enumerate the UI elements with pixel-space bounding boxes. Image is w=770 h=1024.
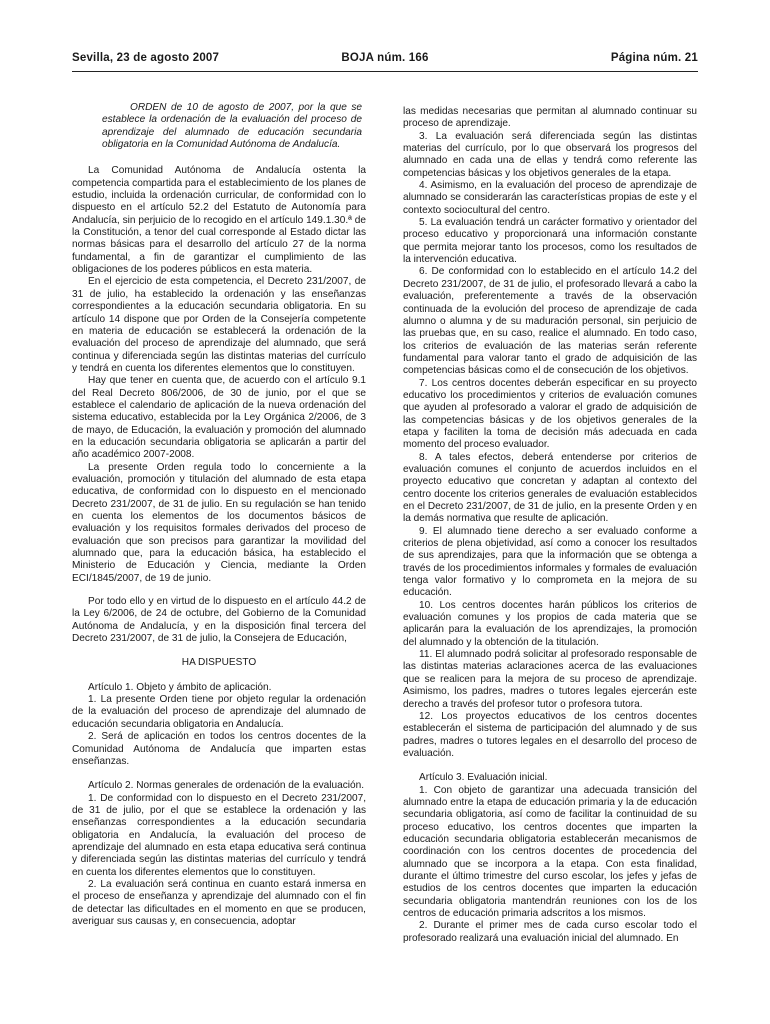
order-title: ORDEN de 10 de agosto de 2007, por la que se establece la ordenación de la evaluación del proceso de aprendizaje del alumnado de educación secundaria obligatoria en la Comunidad Autónoma de Andalucía.	[102, 102, 362, 151]
right-column	[403, 106, 697, 945]
paragraph: 2. Durante el primer mes de cada curso escolar todo el profesorado realizará una evaluación inicial del alumnado. En	[403, 920, 697, 944]
header-page-number: Página núm. 21	[610, 52, 698, 64]
header-rule	[72, 71, 698, 72]
page-header	[72, 52, 698, 68]
header-date: Sevilla, 23 de agosto 2007	[72, 52, 220, 64]
paragraph: 9. El alumnado tiene derecho a ser evaluado conforme a criterios de plena objetividad, así como a conocer los resultados de sus aprendizajes, para que la información que se obtenga a través de los procedimientos informales y formales de evaluación tenga valor formativo y lo comprometa en la mejora de su educación.	[403, 525, 697, 599]
left-column	[72, 102, 366, 928]
paragraph: La Comunidad Autónoma de Andalucía ostenta la competencia compartida para el establecimiento de los planes de estudio, incluida la ordenación curricular, de conformidad con lo dispuesto en el artículo 52.2 del Estatuto de Autonomía para Andalucía, sin perjuicio de lo recogido en el artículo 149.1.30.ª de la Constitución, a tenor del cual corresponde al Estado dictar las normas básicas para el desarrollo del artículo 27 de la norma fundamental, a fin de garantizar el cumplimiento de las obligaciones de los poderes públicos en esta materia.	[72, 165, 366, 276]
paragraph: La presente Orden regula todo lo concerniente a la evaluación, promoción y titulación del alumnado de esta etapa educativa, de conformidad con lo dispuesto en el mencionado Decreto 231/2007, de 31 de julio. En su regulación se han tenido en cuenta los elementos de los documentos básicos de evaluación y los requisitos formales derivados del proceso de evaluación que son precisos para garantizar la movilidad del alumnado que, para la educación básica, ha establecido el Ministerio de Educación y Ciencia, mediante la Orden ECI/1845/2007, de 19 de junio.	[72, 461, 366, 584]
paragraph: Por todo ello y en virtud de lo dispuesto en el artículo 44.2 de la Ley 6/2006, de 24 de octubre, del Gobierno de la Comunidad Autónoma de Andalucía, y en la disposición final tercera del Decreto 231/2007, de 31 de julio, la Consejera de Educación,	[72, 596, 366, 645]
paragraph: 2. Será de aplicación en todos los centros docentes de la Comunidad Autónoma de Andalucía que imparten estas enseñanzas.	[72, 731, 366, 767]
article-3-title: Artículo 3. Evaluación inicial.	[419, 772, 548, 784]
paragraph: En el ejercicio de esta competencia, el Decreto 231/2007, de 31 de julio, ha establecido la ordenación y las enseñanzas correspondientes a la educación secundaria obligatoria. En su artículo 14 dispone que por Orden de la Consejería competente en materia de educación se establecerá la ordenación de la evaluación del proceso de aprendizaje del alumnado, que será continua y diferenciada según las distintas materias del currículo y tendrá en cuenta los diferentes elementos que lo constituyen.	[72, 276, 366, 374]
header-bulletin-number: BOJA núm. 166	[341, 52, 429, 64]
paragraph: 10. Los centros docentes harán públicos los criterios de evaluación comunes y los propios de cada materia que se aplicarán para la evaluación de los aprendizajes, la promoción del alumnado y la obtención de la titulación.	[403, 599, 697, 648]
paragraph: 5. La evaluación tendrá un carácter formativo y orientador del proceso educativo y proporcionará una información constante que permita mejorar tanto los procesos, como los resultados de la intervención educativa.	[403, 217, 697, 266]
paragraph: 8. A tales efectos, deberá entenderse por criterios de evaluación comunes el conjunto de acuerdos incluidos en el proyecto educativo que concretan y adaptan al contexto del centro docente los criterios generales de evaluación establecidos en el Decreto 231/2007, de 31 de julio, en la presente Orden y en la demás normativa que resulte de aplicación.	[403, 451, 697, 525]
paragraph: 6. De conformidad con lo establecido en el artículo 14.2 del Decreto 231/2007, de 31 de julio, el profesorado llevará a cabo la evaluación, preferentemente a través de la observación continuada de la evolución del proceso de aprendizaje de cada alumno o alumna y de su maduración personal, sin perjuicio de las pruebas que, en su caso, realice el alumnado. En todo caso, los criterios de evaluación de las materias serán referente fundamental para valorar tanto el grado de adquisición de las competencias básicas como el de consecución de los objetivos.	[403, 266, 697, 377]
paragraph: 7. Los centros docentes deberán especificar en su proyecto educativo los procedimientos y criterios de evaluación comunes que ayuden al profesorado a valorar el grado de adquisición de las competencias básicas y de los objetivos generales de la etapa y faciliten la toma de decisión más adecuada en cada momento del proceso evaluador.	[403, 377, 697, 451]
paragraph: 1. Con objeto de garantizar una adecuada transición del alumnado entre la etapa de educación primaria y la de educación secundaria obligatoria, así como de facilitar la continuidad de su proceso educativo, los centros docentes que imparten la educación secundaria obligatoria establecerán mecanismos de coordinación con los centros docentes de procedencia del alumnado que se incorpora a la etapa. Con esta finalidad, durante el último trimestre del curso escolar, los jefes y jefas de estudios de los centros docentes que imparten la educación secundaria obligatoria mantendrán reuniones con los de los centros de educación primaria adscritos a los mismos.	[403, 784, 697, 919]
paragraph: 12. Los proyectos educativos de los centros docentes establecerán el sistema de participación del alumnado y de sus padres, madres o tutores legales en el desarrollo del proceso de evaluación.	[403, 710, 697, 759]
paragraph: las medidas necesarias que permitan al alumnado continuar su proceso de aprendizaje.	[403, 106, 697, 130]
paragraph: 1. La presente Orden tiene por objeto regular la ordenación de la evaluación del proceso de aprendizaje del alumnado de educación secundaria obligatoria en Andalucía.	[72, 694, 366, 730]
ha-dispuesto-heading: HA DISPUESTO	[181, 657, 257, 669]
paragraph: 1. De conformidad con lo dispuesto en el Decreto 231/2007, de 31 de julio, por el que se establece la ordenación y las enseñanzas correspondientes a la educación secundaria obligatoria en Andalucía, la evaluación del proceso de aprendizaje del alumnado en esta etapa educativa será continua y diferenciada según las distintas materias del currículo y tendrá en cuenta los diferentes elementos que lo constituyen.	[72, 792, 366, 878]
article-2-title: Artículo 2. Normas generales de ordenación de la evaluación.	[88, 780, 365, 792]
paragraph: 3. La evaluación será diferenciada según las distintas materias del currículo, por lo que observará los progresos del alumnado en cada una de ellas y tendrá como referente las competencias básicas y los objetivos generales de la etapa.	[403, 130, 697, 179]
paragraph: Hay que tener en cuenta que, de acuerdo con el artículo 9.1 del Real Decreto 806/2006, de 30 de junio, por el que se establece el calendario de aplicación de la nueva ordenación del sistema educativo, establecida por la Ley Orgánica 2/2006, de 3 de mayo, de Educación, la evaluación y promoción del alumnado en la educación secundaria obligatoria se aplicarán a partir del año académico 2007-2008.	[72, 375, 366, 461]
paragraph: 4. Asimismo, en la evaluación del proceso de aprendizaje de alumnado se considerarán las características propias de este y el contexto sociocultural del centro.	[403, 180, 697, 216]
paragraph: 11. El alumnado podrá solicitar al profesorado responsable de las distintas materias aclaraciones acerca de las evaluaciones que se realicen para la mejora de su proceso de aprendizaje. Asimismo, los padres, madres o tutores legales ejercerán este derecho a través del profesor tutor o profesora tutora.	[403, 649, 697, 710]
paragraph: 2. La evaluación será continua en cuanto estará inmersa en el proceso de enseñanza y aprendizaje del alumnado con el fin de detectar las dificultades en el momento en que se producen, averiguar sus causas y, en consecuencia, adoptar	[72, 878, 366, 927]
article-1-title: Artículo 1. Objeto y ámbito de aplicación.	[88, 681, 272, 693]
